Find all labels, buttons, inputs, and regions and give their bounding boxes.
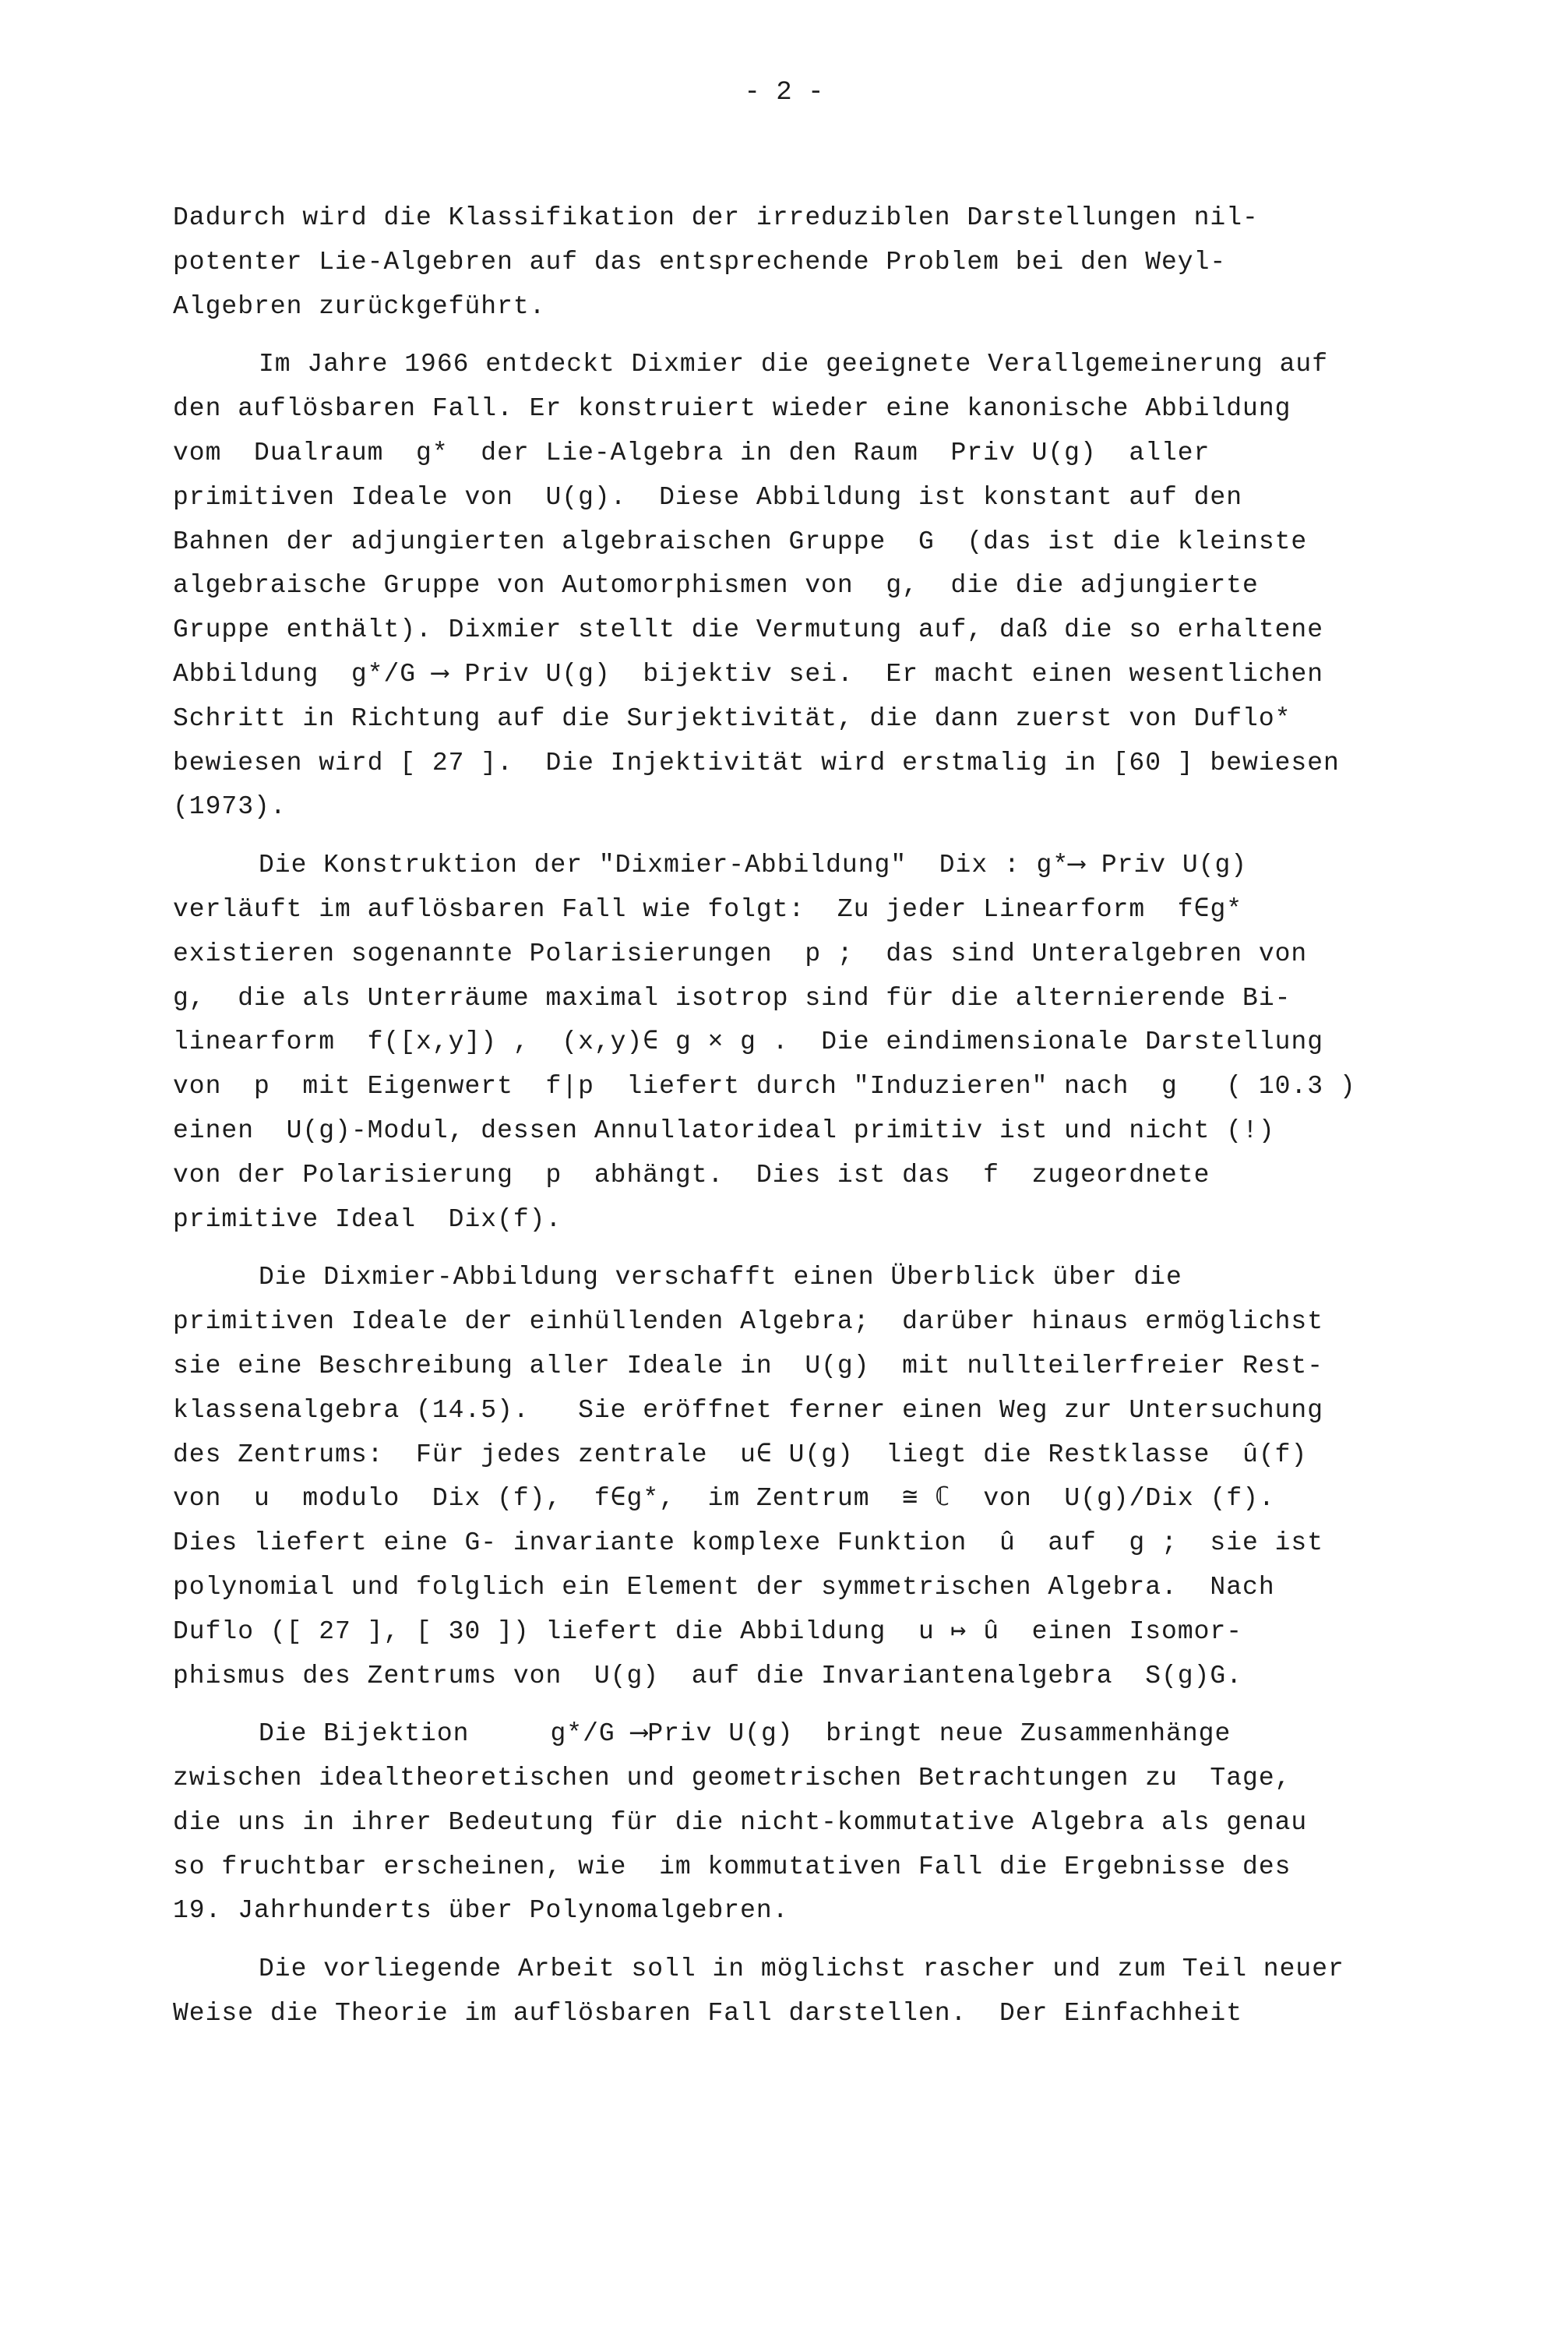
paragraph-1 <box>173 196 1435 329</box>
body-text <box>173 196 1435 2036</box>
text-line: phismus des Zentrums von U(g) auf die Invariantenalgebra S(g)G. <box>173 1661 1243 1690</box>
paragraph-3 <box>173 844 1435 1242</box>
text-line: des Zentrums: Für jedes zentrale u∈ U(g) liegt die Restklasse û(f) <box>173 1440 1308 1469</box>
text-line: Algebren zurückgeführt. <box>173 291 546 321</box>
text-line: so fruchtbar erscheinen, wie im kommutativen Fall die Ergebnisse des <box>173 1852 1291 1881</box>
page-number: - 2 - <box>744 78 824 108</box>
text-line: Im Jahre 1966 entdeckt Dixmier die geeignete Verallgemeinerung auf <box>259 350 1329 379</box>
text-line: primitive Ideal Dix(f). <box>173 1204 562 1234</box>
text-line: potenter Lie-Algebren auf das entsprechende Problem bei den Weyl- <box>173 247 1227 277</box>
text-line: algebraische Gruppe von Automorphismen von g, die die adjungierte <box>173 571 1259 601</box>
text-line: sie eine Beschreibung aller Ideale in U(g) mit nullteilerfreier Rest- <box>173 1351 1324 1380</box>
text-line: Abbildung g*/G ⟶ Priv U(g) bijektiv sei. Er macht einen wesentlichen <box>173 659 1324 689</box>
text-line: 19. Jahrhunderts über Polynomalgebren. <box>173 1896 789 1926</box>
text-line: Die Konstruktion der "Dixmier-Abbildung" Dix : g*⟶ Priv U(g) <box>259 851 1248 880</box>
text-line: Schritt in Richtung auf die Surjektivität, die dann zuerst von Duflo* <box>173 703 1291 733</box>
text-line: g, die als Unterräume maximal isotrop sind für die alternierende Bi- <box>173 983 1291 1013</box>
text-line: Weise die Theorie im auflösbaren Fall darstellen. Der Einfachheit <box>173 1999 1243 2029</box>
text-line: linearform f([x,y]) , (x,y)∈ g × g . Die eindimensionale Darstellung <box>173 1028 1324 1057</box>
text-line: primitiven Ideale der einhüllenden Algebra; darüber hinaus ermöglichst <box>173 1307 1324 1337</box>
text-line: verläuft im auflösbaren Fall wie folgt: Zu jeder Linearform f∈g* <box>173 894 1243 924</box>
text-line: Die Dixmier-Abbildung verschafft einen Überblick über die <box>259 1263 1182 1292</box>
text-line: von der Polarisierung p abhängt. Dies ist das f zugeordnete <box>173 1160 1210 1190</box>
text-line: Dies liefert eine G- invariante komplexe Funktion û auf g ; sie ist <box>173 1528 1324 1558</box>
paragraph-4 <box>173 1256 1435 1698</box>
text-line: Die vorliegende Arbeit soll in möglichst rascher und zum Teil neuer <box>259 1955 1344 1984</box>
text-line: (1973). <box>173 792 287 822</box>
text-line: existieren sogenannte Polarisierungen p ; das sind Unteralgebren von <box>173 939 1308 968</box>
text-line: polynomial und folglich ein Element der symmetrischen Algebra. Nach <box>173 1572 1275 1602</box>
text-line: klassenalgebra (14.5). Sie eröffnet ferner einen Weg zur Untersuchung <box>173 1395 1324 1425</box>
text-line: Gruppe enthält). Dixmier stellt die Vermutung auf, daß die so erhaltene <box>173 615 1324 645</box>
text-line: den auflösbaren Fall. Er konstruiert wieder eine kanonische Abbildung <box>173 394 1291 424</box>
paragraph-2 <box>173 343 1435 830</box>
text-line: Die Bijektion g*/G ⟶Priv U(g) bringt neue Zusammenhänge <box>259 1719 1231 1749</box>
text-line: zwischen idealtheoretischen und geometrischen Betrachtungen zu Tage, <box>173 1764 1291 1793</box>
text-line: von u modulo Dix (f), f∈g*, im Zentrum ≅ ℂ von U(g)/Dix (f). <box>173 1484 1275 1514</box>
paragraph-5 <box>173 1712 1435 1933</box>
text-line: einen U(g)-Modul, dessen Annullatorideal primitiv ist und nicht (!) <box>173 1116 1275 1145</box>
text-line: Bahnen der adjungierten algebraischen Gruppe G (das ist die kleinste <box>173 527 1308 556</box>
text-line: die uns in ihrer Bedeutung für die nicht-kommutative Algebra als genau <box>173 1807 1308 1837</box>
paragraph-6 <box>173 1948 1435 2036</box>
text-line: von p mit Eigenwert f|p liefert durch "Induzieren" nach g ( 10.3 ) <box>173 1072 1356 1102</box>
text-line: Dadurch wird die Klassifikation der irreduziblen Darstellungen nil- <box>173 203 1259 232</box>
text-line: bewiesen wird [ 27 ]. Die Injektivität wird erstmalig in [60 ] bewiesen <box>173 748 1340 777</box>
text-line: primitiven Ideale von U(g). Diese Abbildung ist konstant auf den <box>173 482 1243 512</box>
text-line: Duflo ([ 27 ], [ 30 ]) liefert die Abbildung u ↦ û einen Isomor- <box>173 1616 1243 1646</box>
text-line: vom Dualraum g* der Lie-Algebra in den Raum Priv U(g) aller <box>173 438 1210 467</box>
